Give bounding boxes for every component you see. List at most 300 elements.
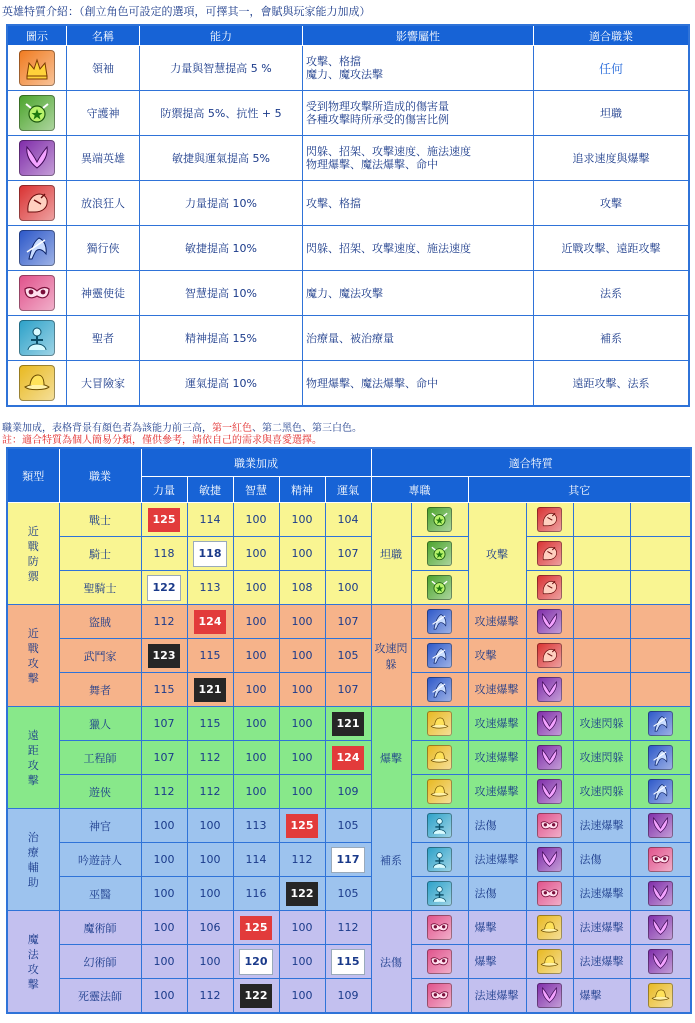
other-fit-label-2: 法速爆擊	[573, 877, 630, 911]
other-fit-icon-cell-2	[630, 979, 691, 1014]
stat-highlight: 120	[240, 950, 272, 974]
stat-cell: 100	[279, 741, 325, 775]
main-fit-label: 攻速閃躲	[371, 605, 411, 707]
berserker-icon	[537, 541, 562, 566]
class-name: 神官	[59, 809, 141, 843]
stat-cell	[233, 979, 279, 1014]
other-fit-icon-cell	[526, 877, 573, 911]
trait-row	[7, 271, 689, 316]
main-fit-icon-cell	[411, 707, 468, 741]
stat-cell: 100	[187, 843, 233, 877]
stat-cell	[233, 945, 279, 979]
main-fit-icon-cell	[411, 537, 468, 571]
trait-job: 遠距攻擊、法系	[534, 361, 690, 407]
header-int: 智慧	[233, 477, 279, 503]
trait-job: 追求速度與爆擊	[534, 136, 690, 181]
trait-ability: 運氣提高 10%	[140, 361, 303, 407]
stat-cell: 115	[141, 673, 187, 707]
other-fit-icon-cell	[526, 979, 573, 1014]
trait-row	[7, 316, 689, 361]
stat-cell: 107	[141, 741, 187, 775]
class-type: 遠距攻擊	[7, 707, 59, 809]
stat-highlight: 125	[240, 916, 272, 940]
stat-cell: 116	[233, 877, 279, 911]
stat-cell: 100	[279, 707, 325, 741]
stat-cell	[325, 707, 371, 741]
stat-cell	[141, 571, 187, 605]
wings-icon	[537, 983, 562, 1008]
stat-highlight: 124	[194, 610, 226, 634]
other-fit-label: 攻速爆擊	[468, 775, 526, 809]
class-type: 治療輔助	[7, 809, 59, 911]
other-fit-icon-cell-2	[630, 537, 691, 571]
class-name: 武鬥家	[59, 639, 141, 673]
other-fit-label-2: 法速爆擊	[573, 809, 630, 843]
class-row	[7, 809, 691, 843]
trait-effect	[303, 136, 534, 181]
trait-effect	[303, 361, 534, 407]
class-row	[7, 775, 691, 809]
other-fit-icon-cell	[526, 843, 573, 877]
main-fit-label: 法傷	[371, 911, 411, 1014]
stat-cell: 100	[233, 673, 279, 707]
stat-highlight: 124	[332, 746, 364, 770]
main-fit-icon-cell	[411, 877, 468, 911]
stat-cell: 112	[187, 979, 233, 1014]
stat-cell: 100	[187, 877, 233, 911]
main-fit-icon-cell	[411, 843, 468, 877]
stat-cell: 100	[141, 843, 187, 877]
trait-effect	[303, 181, 534, 226]
stat-cell: 100	[279, 673, 325, 707]
class-row	[7, 877, 691, 911]
stat-cell: 105	[325, 877, 371, 911]
class-header-row-1	[7, 448, 691, 477]
stat-cell: 107	[325, 605, 371, 639]
stat-cell: 112	[141, 605, 187, 639]
stat-cell: 100	[141, 945, 187, 979]
adventurer-hat-icon	[19, 365, 55, 401]
trait-row	[7, 136, 689, 181]
ranger-icon	[427, 643, 452, 668]
stat-cell: 100	[233, 707, 279, 741]
header-effect: 影響屬性	[303, 25, 534, 46]
other-fit-label-2	[573, 571, 630, 605]
color-note-red: 第一紅色	[212, 423, 252, 434]
other-fit-icon-cell-2	[630, 945, 691, 979]
ranger-icon	[19, 230, 55, 266]
other-fit-icon-cell-2	[630, 571, 691, 605]
stat-cell: 107	[141, 707, 187, 741]
main-fit-icon-cell	[411, 571, 468, 605]
main-fit-icon-cell	[411, 639, 468, 673]
trait-ability: 精神提高 15%	[140, 316, 303, 361]
stat-cell: 112	[187, 775, 233, 809]
stat-cell: 107	[325, 537, 371, 571]
stat-cell: 100	[325, 571, 371, 605]
stat-cell: 118	[141, 537, 187, 571]
mask-icon	[427, 915, 452, 940]
wings-icon	[648, 881, 673, 906]
stat-cell: 109	[325, 775, 371, 809]
other-fit-icon-cell-2	[630, 673, 691, 707]
class-row	[7, 673, 691, 707]
trait-row	[7, 226, 689, 271]
stat-highlight: 122	[240, 984, 272, 1008]
other-fit-label-2: 法速爆擊	[573, 945, 630, 979]
other-fit-icon-cell-2	[630, 877, 691, 911]
class-name: 舞者	[59, 673, 141, 707]
class-row	[7, 707, 691, 741]
adventurer-icon	[537, 915, 562, 940]
stat-cell	[187, 605, 233, 639]
wings-icon	[19, 140, 55, 176]
other-fit-icon-cell	[526, 673, 573, 707]
stat-cell: 100	[187, 945, 233, 979]
wings-icon	[537, 711, 562, 736]
class-row	[7, 911, 691, 945]
stat-cell: 113	[187, 571, 233, 605]
trait-effect-line2: 物理爆擊、魔法爆擊、命中	[306, 158, 438, 171]
mask-icon	[19, 275, 55, 311]
wings-icon	[648, 813, 673, 838]
mask-icon	[648, 847, 673, 872]
header-luk: 運氣	[325, 477, 371, 503]
other-fit-icon-cell	[526, 639, 573, 673]
berserker-icon	[537, 507, 562, 532]
stat-cell: 106	[187, 911, 233, 945]
stat-cell: 100	[279, 911, 325, 945]
class-name: 魔術師	[59, 911, 141, 945]
trait-job: 補系	[534, 316, 690, 361]
trait-ability: 力量提高 10%	[140, 181, 303, 226]
color-note-c: 、第二黑色、第三白色。	[252, 423, 362, 434]
main-fit-icon-cell	[411, 503, 468, 537]
other-fit-icon-cell	[526, 741, 573, 775]
trait-name: 聖者	[67, 316, 140, 361]
other-fit-label: 攻速爆擊	[468, 707, 526, 741]
other-fit-label: 法速爆擊	[468, 843, 526, 877]
class-name: 獵人	[59, 707, 141, 741]
class-bonus-table	[6, 447, 692, 1014]
stat-highlight: 115	[332, 950, 364, 974]
class-row	[7, 979, 691, 1014]
stat-cell: 100	[233, 605, 279, 639]
stat-cell: 100	[279, 945, 325, 979]
other-fit-label-2	[573, 605, 630, 639]
other-fit-label-2: 攻速閃躲	[573, 775, 630, 809]
class-name: 盜賊	[59, 605, 141, 639]
header-ability: 能力	[140, 25, 303, 46]
class-name: 聖騎士	[59, 571, 141, 605]
color-note-a: 職業加成，表格背景有顏色者為該能力前三高，	[2, 423, 212, 434]
other-fit-label: 攻速爆擊	[468, 673, 526, 707]
stat-cell	[325, 741, 371, 775]
ranger-icon	[648, 779, 673, 804]
trait-name: 神靈使徒	[67, 271, 140, 316]
stat-cell: 100	[141, 877, 187, 911]
other-fit-icon-cell	[526, 945, 573, 979]
other-fit-icon-cell	[526, 707, 573, 741]
stat-cell: 100	[279, 775, 325, 809]
stat-cell: 100	[233, 571, 279, 605]
stat-cell: 100	[233, 503, 279, 537]
stat-cell	[325, 843, 371, 877]
stat-highlight: 123	[148, 644, 180, 668]
stat-cell: 100	[233, 741, 279, 775]
other-fit-label-2: 攻速閃躲	[573, 741, 630, 775]
stat-cell	[279, 877, 325, 911]
adventurer-icon	[427, 745, 452, 770]
header-icon: 圖示	[7, 25, 67, 46]
wings-icon	[537, 779, 562, 804]
other-fit-icon-cell-2	[630, 605, 691, 639]
class-row	[7, 741, 691, 775]
trait-effect	[303, 316, 534, 361]
stat-cell: 100	[233, 775, 279, 809]
other-fit-label-2: 爆擊	[573, 979, 630, 1014]
adventurer-icon	[427, 711, 452, 736]
main-fit-label: 爆擊	[371, 707, 411, 809]
other-fit-label-2: 法速爆擊	[573, 911, 630, 945]
wings-icon	[537, 609, 562, 634]
stat-cell: 100	[279, 979, 325, 1014]
trait-job: 近戰攻擊、遠距攻擊	[534, 226, 690, 271]
class-name: 遊俠	[59, 775, 141, 809]
class-name: 巫醫	[59, 877, 141, 911]
stat-cell: 100	[279, 537, 325, 571]
trait-name: 獨行俠	[67, 226, 140, 271]
stat-cell	[279, 809, 325, 843]
stat-cell: 100	[233, 639, 279, 673]
wings-icon	[648, 949, 673, 974]
stat-cell: 100	[141, 979, 187, 1014]
other-fit-label-2: 法傷	[573, 843, 630, 877]
main-fit-icon-cell	[411, 979, 468, 1014]
header-main: 專職	[371, 477, 468, 503]
header-type: 類型	[7, 448, 59, 503]
other-fit-icon-cell	[526, 537, 573, 571]
main-fit-icon-cell	[411, 775, 468, 809]
mask-icon	[427, 949, 452, 974]
mask-icon	[427, 983, 452, 1008]
other-fit-icon-cell-2	[630, 707, 691, 741]
trait-ability: 敏捷與運氣提高 5%	[140, 136, 303, 181]
main-fit-icon-cell	[411, 673, 468, 707]
trait-effect-line1: 閃躲、招架、攻擊速度、施法速度	[306, 145, 471, 158]
trait-effect	[303, 271, 534, 316]
trait-job: 法系	[534, 271, 690, 316]
stat-cell	[187, 537, 233, 571]
stat-highlight: 125	[148, 508, 180, 532]
wings-icon	[648, 915, 673, 940]
trait-effect-line1: 受到物理攻擊所造成的傷害量	[306, 100, 449, 113]
stat-cell	[187, 673, 233, 707]
other-fit-icon-cell-2	[630, 741, 691, 775]
crown-icon	[19, 50, 55, 86]
other-fit-icon-cell	[526, 809, 573, 843]
other-fit-icon-cell-2	[630, 775, 691, 809]
trait-name: 大冒險家	[67, 361, 140, 407]
class-row	[7, 945, 691, 979]
class-row	[7, 639, 691, 673]
trait-ability: 敏捷提高 10%	[140, 226, 303, 271]
trait-effect-line1: 閃躲、招架、攻擊速度、施法速度	[306, 241, 471, 255]
stat-cell	[141, 639, 187, 673]
adventurer-icon	[537, 949, 562, 974]
traits-table	[6, 24, 690, 407]
wings-icon	[537, 745, 562, 770]
stat-cell	[141, 503, 187, 537]
stat-cell: 100	[279, 605, 325, 639]
trait-name: 守護神	[67, 91, 140, 136]
other-fit-label: 攻速爆擊	[468, 605, 526, 639]
trait-row	[7, 91, 689, 136]
stat-highlight: 122	[286, 882, 318, 906]
trait-effect	[303, 91, 534, 136]
adventurer-icon	[648, 983, 673, 1008]
main-fit-icon-cell	[411, 605, 468, 639]
stat-cell: 112	[325, 911, 371, 945]
saint-icon	[427, 847, 452, 872]
other-fit-label-2	[573, 639, 630, 673]
stat-cell: 112	[141, 775, 187, 809]
header-agi: 敏捷	[187, 477, 233, 503]
berserker-icon	[19, 185, 55, 221]
class-name: 吟遊詩人	[59, 843, 141, 877]
stat-cell: 108	[279, 571, 325, 605]
ranger-icon	[648, 745, 673, 770]
main-fit-label: 坦職	[371, 503, 411, 605]
ranger-icon	[648, 711, 673, 736]
other-fit-icon-cell	[526, 911, 573, 945]
main-fit-icon-cell	[411, 809, 468, 843]
trait-effect-line1: 攻擊、格擋	[306, 196, 361, 210]
other-fit-label: 法傷	[468, 809, 526, 843]
class-name: 騎士	[59, 537, 141, 571]
other-fit-icon-cell	[526, 775, 573, 809]
class-name: 工程師	[59, 741, 141, 775]
class-type: 魔法攻擊	[7, 911, 59, 1014]
stat-cell: 115	[187, 707, 233, 741]
stat-highlight: 117	[332, 848, 364, 872]
stat-cell: 115	[187, 639, 233, 673]
trait-row	[7, 181, 689, 226]
class-row	[7, 537, 691, 571]
guardian-icon	[427, 541, 452, 566]
stat-cell: 100	[279, 639, 325, 673]
stat-cell: 112	[187, 741, 233, 775]
saint-icon	[427, 881, 452, 906]
other-fit-label: 攻擊	[468, 503, 526, 605]
header-job: 適合職業	[534, 25, 690, 46]
trait-effect-line1: 治療量、被治療量	[306, 331, 394, 345]
class-name: 戰士	[59, 503, 141, 537]
adventurer-icon	[427, 779, 452, 804]
other-fit-icon-cell-2	[630, 911, 691, 945]
intro-text: 英雄特質介紹：（創立角色可設定的選項，可擇其一，會賦與玩家能力加成）	[2, 5, 371, 18]
class-row	[7, 843, 691, 877]
wings-icon	[537, 677, 562, 702]
other-fit-label: 法速爆擊	[468, 979, 526, 1014]
other-fit-label: 法傷	[468, 877, 526, 911]
stat-cell: 114	[233, 843, 279, 877]
trait-ability: 智慧提高 10%	[140, 271, 303, 316]
stat-cell: 100	[187, 809, 233, 843]
header-str: 力量	[141, 477, 187, 503]
trait-job: 坦職	[534, 91, 690, 136]
stat-cell: 107	[325, 673, 371, 707]
other-fit-label: 攻擊	[468, 639, 526, 673]
other-fit-label-2: 攻速閃躲	[573, 707, 630, 741]
trait-row	[7, 361, 689, 407]
stat-cell: 100	[279, 503, 325, 537]
class-row	[7, 605, 691, 639]
other-fit-icon-cell	[526, 503, 573, 537]
mask-icon	[537, 881, 562, 906]
trait-effect-line1: 攻擊、格擋	[306, 55, 361, 68]
class-name: 死靈法師	[59, 979, 141, 1014]
other-fit-label: 攻速爆擊	[468, 741, 526, 775]
traits-header-row	[7, 25, 689, 46]
saint-icon	[19, 320, 55, 356]
stat-cell: 109	[325, 979, 371, 1014]
saint-icon	[427, 813, 452, 838]
other-fit-icon-cell-2	[630, 639, 691, 673]
stat-highlight: 125	[286, 814, 318, 838]
stat-cell: 100	[141, 911, 187, 945]
stat-highlight: 118	[194, 542, 226, 566]
stat-cell	[325, 945, 371, 979]
main-fit-icon-cell	[411, 911, 468, 945]
berserker-icon	[537, 575, 562, 600]
trait-effect-line1: 物理爆擊、魔法爆擊、命中	[306, 376, 438, 390]
guardian-icon	[427, 575, 452, 600]
other-fit-icon-cell-2	[630, 843, 691, 877]
trait-ability: 防禦提高 5%、抗性 + 5	[140, 91, 303, 136]
trait-effect	[303, 226, 534, 271]
ranger-icon	[427, 609, 452, 634]
other-fit-label-2	[573, 503, 630, 537]
berserker-icon	[537, 643, 562, 668]
trait-effect-line2: 魔力、魔攻法擊	[306, 68, 383, 81]
trait-name: 異端英雄	[67, 136, 140, 181]
other-fit-label: 爆擊	[468, 945, 526, 979]
main-fit-label: 補系	[371, 809, 411, 911]
guardian-icon	[19, 95, 55, 131]
trait-job: 任何	[534, 46, 690, 91]
stat-cell: 100	[233, 537, 279, 571]
stat-cell: 112	[279, 843, 325, 877]
other-fit-label: 爆擊	[468, 911, 526, 945]
trait-effect	[303, 46, 534, 91]
stat-cell: 100	[141, 809, 187, 843]
other-fit-label-2	[573, 537, 630, 571]
trait-effect-line2: 各種攻擊時所承受的傷害比例	[306, 113, 449, 126]
stat-cell: 105	[325, 639, 371, 673]
class-row	[7, 503, 691, 537]
other-fit-label-2	[573, 673, 630, 707]
other-fit-icon-cell	[526, 605, 573, 639]
stat-highlight: 121	[332, 712, 364, 736]
header-class: 職業	[59, 448, 141, 503]
trait-name: 放浪狂人	[67, 181, 140, 226]
header-bonus: 職業加成	[141, 448, 371, 477]
other-fit-icon-cell-2	[630, 809, 691, 843]
main-fit-icon-cell	[411, 741, 468, 775]
stat-cell	[233, 911, 279, 945]
trait-job: 攻擊	[534, 181, 690, 226]
